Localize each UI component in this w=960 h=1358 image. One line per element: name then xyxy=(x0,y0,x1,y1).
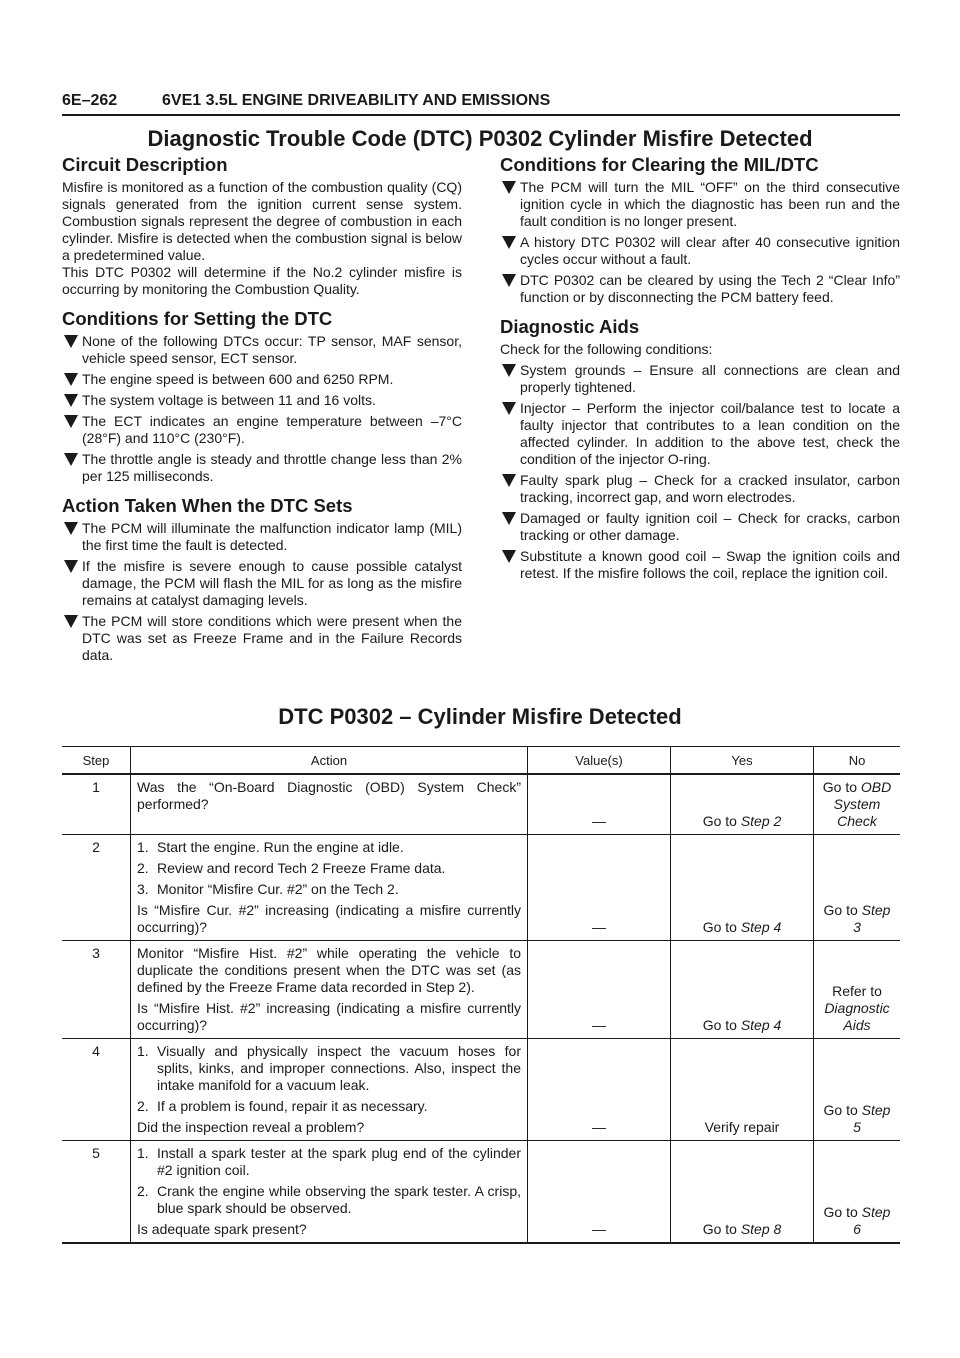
bullet-triangle-icon xyxy=(502,274,516,287)
diagnostic-aids-intro: Check for the following conditions: xyxy=(500,341,713,357)
table-header-row xyxy=(62,747,900,775)
bullet-triangle-icon xyxy=(502,181,516,194)
table-row xyxy=(62,1039,900,1141)
left-column xyxy=(62,156,462,676)
action-step: 2. Crank the engine while observing the spark tester. A crisp, blue spark should be observed. xyxy=(137,1183,521,1216)
list-item: Substitute a known good coil – Swap the ignition coils and retest. If the misfire follows the coil, replace the ignition coil. xyxy=(500,548,900,582)
value-cell: — xyxy=(528,1141,671,1244)
page-title: Diagnostic Trouble Code (DTC) P0302 Cylinder Misfire Detected xyxy=(147,126,813,151)
yes-cell: Verify repair xyxy=(671,1039,814,1141)
action-question: Did the inspection reveal a problem? xyxy=(137,1119,365,1135)
step-number: 5 xyxy=(62,1141,131,1244)
circuit-description-para1: Misfire is monitored as a function of the combustion quality (CQ) signals generated from the ignition current sense system. Combustion signals represent the degree of combustion in each cylinder. Misfire is detected when the combustion signal is below a predetermined value. xyxy=(62,179,462,263)
list-item: The system voltage is between 11 and 16 volts. xyxy=(62,392,462,409)
list-item: The throttle angle is steady and throttle change less than 2% per 125 milliseconds. xyxy=(62,451,462,485)
circuit-description-para2: This DTC P0302 will determine if the No.2 cylinder misfire is occurring by monitoring the Combustion Quality. xyxy=(62,264,462,297)
list-item: Damaged or faulty ignition coil – Check for cracks, carbon tracking or other damage. xyxy=(500,510,900,544)
no-link[interactable]: Diagnostic Aids xyxy=(824,1000,890,1033)
yes-cell: Go to Step 8 xyxy=(671,1141,814,1244)
diagnostic-aids-heading: Diagnostic Aids xyxy=(500,316,640,337)
action-cell xyxy=(131,1039,528,1141)
list-item: None of the following DTCs occur: TP sensor, MAF sensor, vehicle speed sensor, ECT sensor. xyxy=(62,333,462,367)
table-row xyxy=(62,835,900,941)
no-cell: Go to Step 5 xyxy=(814,1039,901,1141)
value-cell: — xyxy=(528,1039,671,1141)
header-values: Value(s) xyxy=(528,747,671,775)
no-link[interactable]: Step 5 xyxy=(853,1102,891,1135)
bullet-triangle-icon xyxy=(502,364,516,377)
action-step: 1. Visually and physically inspect the vacuum hoses for splits, kinks, and improper connections. Also, inspect the intake manifold for a vacuum leak. xyxy=(137,1043,521,1093)
yes-link[interactable]: Step 4 xyxy=(740,1017,782,1033)
page-number: 6E–262 xyxy=(62,92,118,109)
step-number: 1 xyxy=(62,774,131,835)
header-action: Action xyxy=(131,747,528,775)
action-step: 2. Review and record Tech 2 Freeze Frame data. xyxy=(137,860,446,876)
yes-link[interactable]: Step 2 xyxy=(740,813,782,829)
bullet-triangle-icon xyxy=(64,522,78,535)
value-cell: — xyxy=(528,835,671,941)
action-step: 3. Monitor “Misfire Cur. #2” on the Tech 2. xyxy=(137,881,399,897)
bullet-triangle-icon xyxy=(64,335,78,348)
bullet-triangle-icon xyxy=(64,615,78,628)
action-taken-heading: Action Taken When the DTC Sets xyxy=(62,495,353,516)
bullet-triangle-icon xyxy=(502,236,516,249)
section-title: 6VE1 3.5L ENGINE DRIVEABILITY AND EMISSIONS xyxy=(162,92,551,109)
no-link[interactable]: Step 6 xyxy=(853,1204,891,1237)
diagnostic-table xyxy=(62,746,900,1244)
no-cell: Refer to Diagnostic Aids xyxy=(814,941,901,1039)
list-item: DTC P0302 can be cleared by using the Tech 2 “Clear Info” function or by disconnecting the PCM battery feed. xyxy=(500,272,900,306)
header-step: Step xyxy=(62,747,131,775)
list-item: A history DTC P0302 will clear after 40 consecutive ignition cycles occur without a fault. xyxy=(500,234,900,268)
no-cell: Go to Step 6 xyxy=(814,1141,901,1244)
step-number: 3 xyxy=(62,941,131,1039)
table-row xyxy=(62,941,900,1039)
step-number: 2 xyxy=(62,835,131,941)
bullet-triangle-icon xyxy=(64,453,78,466)
header-rule xyxy=(62,114,900,116)
yes-link[interactable]: Step 8 xyxy=(740,1221,782,1237)
circuit-description-heading: Circuit Description xyxy=(62,154,228,175)
action-cell xyxy=(131,1141,528,1244)
action-taken-section xyxy=(62,497,462,664)
page-header xyxy=(62,92,550,110)
action-question: Is adequate spark present? xyxy=(137,1221,307,1237)
bullet-triangle-icon xyxy=(64,373,78,386)
list-item: The PCM will store conditions which were present when the DTC was set as Freeze Frame and in the Failure Records data. xyxy=(62,613,462,664)
no-cell: Go to Step 3 xyxy=(814,835,901,941)
action-cell: Monitor “Misfire Hist. #2” while operating the vehicle to duplicate the conditions present when the DTC was set (as defined by the Freeze Frame data recorded in Step 2). Is “Misfire Hist. #2” increasing (indicating a misfire currently occurring)? xyxy=(131,941,528,1039)
right-column xyxy=(500,156,900,594)
diagnostic-aids-section xyxy=(500,318,900,582)
no-cell: Go to OBD System Check xyxy=(814,774,901,835)
table-title: DTC P0302 – Cylinder Misfire Detected xyxy=(278,704,682,729)
clearing-section xyxy=(500,156,900,306)
list-item: If the misfire is severe enough to cause possible catalyst damage, the PCM will flash the MIL for as long as the misfire remains at catalyst damaging levels. xyxy=(62,558,462,609)
list-item: Injector – Perform the injector coil/balance test to locate a faulty injector that contributes to a lean condition on the affected cylinder. In addition to the above test, check the condition of the injector O-ring. xyxy=(500,400,900,468)
table-row xyxy=(62,1141,900,1244)
action-question: Is “Misfire Cur. #2” increasing (indicating a misfire currently occurring)? xyxy=(137,902,521,935)
action-step: 2. If a problem is found, repair it as necessary. xyxy=(137,1098,428,1114)
clearing-heading: Conditions for Clearing the MIL/DTC xyxy=(500,154,819,175)
bullet-triangle-icon xyxy=(64,394,78,407)
action-step: 1. Install a spark tester at the spark plug end of the cylinder #2 ignition coil. xyxy=(137,1145,521,1178)
yes-cell: Go to Step 4 xyxy=(671,941,814,1039)
list-item: Faulty spark plug – Check for a cracked insulator, carbon tracking, incorrect gap, and worn electrodes. xyxy=(500,472,900,506)
list-item: The PCM will turn the MIL “OFF” on the third consecutive ignition cycle in which the diagnostic has been run and the fault condition is no longer present. xyxy=(500,179,900,230)
step-number: 4 xyxy=(62,1039,131,1141)
header-no: No xyxy=(814,747,901,775)
list-item: System grounds – Ensure all connections are clean and properly tightened. xyxy=(500,362,900,396)
no-link[interactable]: OBD System Check xyxy=(833,779,892,829)
yes-cell: Go to Step 4 xyxy=(671,835,814,941)
no-link[interactable]: Step 3 xyxy=(853,902,891,935)
table-row xyxy=(62,774,900,835)
bullet-triangle-icon xyxy=(502,402,516,415)
action-cell: Was the “On-Board Diagnostic (OBD) System Check” performed? xyxy=(131,774,528,835)
list-item: The PCM will illuminate the malfunction indicator lamp (MIL) the first time the fault is detected. xyxy=(62,520,462,554)
yes-link[interactable]: Step 4 xyxy=(740,919,782,935)
conditions-setting-heading: Conditions for Setting the DTC xyxy=(62,308,333,329)
yes-cell: Go to Step 2 xyxy=(671,774,814,835)
action-question: Is “Misfire Hist. #2” increasing (indicating a misfire currently occurring)? xyxy=(137,1000,521,1033)
bullet-triangle-icon xyxy=(64,560,78,573)
bullet-triangle-icon xyxy=(502,512,516,525)
circuit-description-section xyxy=(62,156,462,298)
bullet-triangle-icon xyxy=(502,550,516,563)
value-cell: — xyxy=(528,774,671,835)
bullet-triangle-icon xyxy=(64,415,78,428)
action-step: 1. Start the engine. Run the engine at idle. xyxy=(137,839,404,855)
conditions-setting-section xyxy=(62,310,462,485)
list-item: The ECT indicates an engine temperature between –7°C (28°F) and 110°C (230°F). xyxy=(62,413,462,447)
value-cell: — xyxy=(528,941,671,1039)
action-cell xyxy=(131,835,528,941)
header-yes: Yes xyxy=(671,747,814,775)
list-item: The engine speed is between 600 and 6250 RPM. xyxy=(62,371,462,388)
bullet-triangle-icon xyxy=(502,474,516,487)
